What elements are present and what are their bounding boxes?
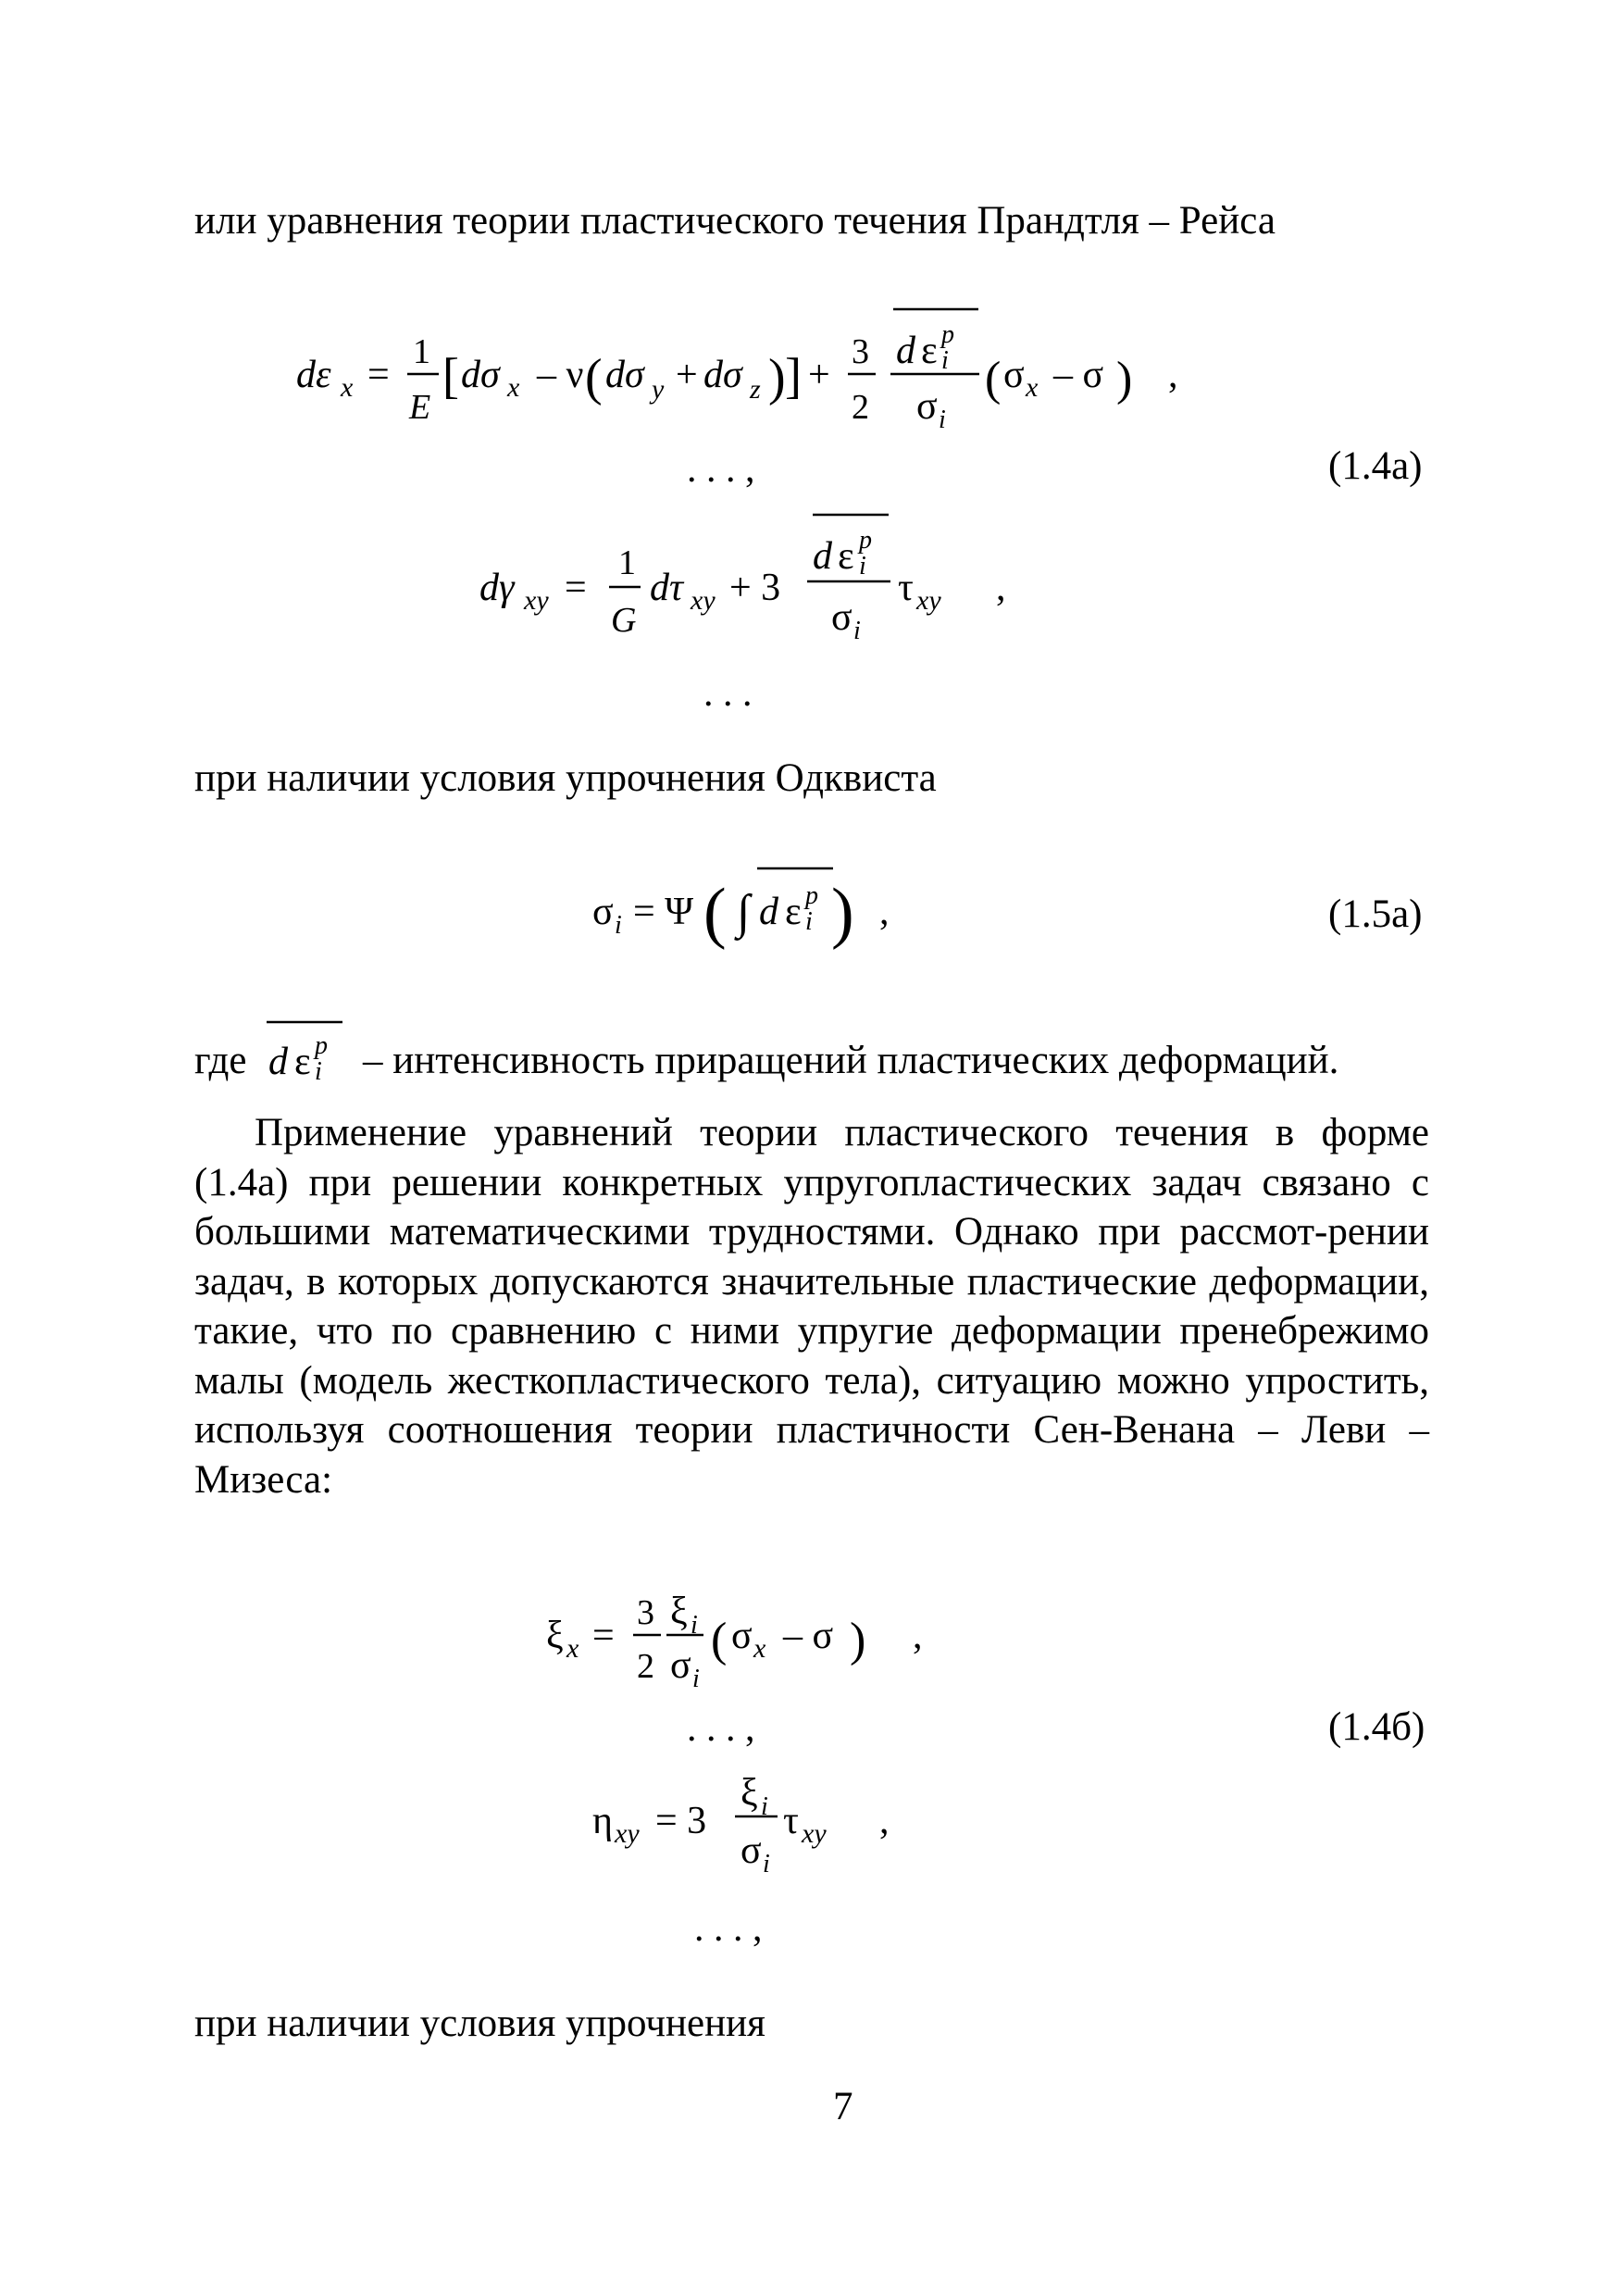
svg-text:2: 2 <box>637 1647 654 1686</box>
svg-text:d: d <box>268 1041 288 1083</box>
svg-text:,: , <box>879 891 890 933</box>
svg-text:i: i <box>763 1850 770 1878</box>
final-line: при наличии условия упрочнения <box>194 2002 765 2045</box>
svg-text:[: [ <box>442 348 459 404</box>
svg-text:i: i <box>615 911 622 940</box>
svg-text:– ν: – ν <box>537 354 584 396</box>
svg-text:x: x <box>566 1633 579 1664</box>
svg-text:E: E <box>409 388 431 427</box>
svg-text:ε: ε <box>921 330 938 372</box>
svg-text:,: , <box>879 1800 890 1842</box>
svg-text:i: i <box>939 406 946 434</box>
svg-text:+: + <box>808 354 830 396</box>
svg-text:=: = <box>592 1615 615 1657</box>
svg-text:x: x <box>341 372 354 403</box>
svg-text:1: 1 <box>413 332 430 371</box>
svg-text:1: 1 <box>618 543 636 582</box>
svg-text:,: , <box>1168 354 1178 396</box>
eq-number-1-4a: (1.4а) <box>1328 444 1423 488</box>
svg-text:]: ] <box>785 348 802 404</box>
svg-text:τ: τ <box>783 1800 799 1842</box>
svg-text:ξ: ξ <box>670 1591 688 1633</box>
main-paragraph: Применение уравнений теории пластического течения в форме (1.4а) при решении конкретных упругопластических задач связано с большими математическими трудностями. Однако при рассмот-рении задач, в которых допускаются значительные пластические деформации, такие, что по сравнению с ними упругие деформации пренебрежимо малы (модель жесткопластического тела), ситуацию можно упростить, используя соотношения теории пластичности Сен-Венана – Леви – Мизеса: <box>194 1111 1429 1502</box>
svg-text:ε: ε <box>785 891 802 933</box>
eq-number-1-4b: (1.4б) <box>1328 1705 1425 1749</box>
svg-text:p: p <box>941 320 954 349</box>
svg-text:i: i <box>805 907 813 936</box>
svg-text:– σ: – σ <box>783 1615 834 1657</box>
svg-text:z: z <box>750 374 761 405</box>
svg-text:+: + <box>676 354 698 396</box>
svg-text:d: d <box>896 330 915 372</box>
svg-text:x: x <box>1026 372 1039 403</box>
svg-text:): ) <box>1116 353 1133 406</box>
svg-text:(: ( <box>985 353 1002 406</box>
svg-text:xy: xy <box>615 1818 640 1849</box>
svg-text:dε: dε <box>296 354 331 396</box>
svg-text:σ: σ <box>592 891 614 933</box>
svg-text:p: p <box>805 881 818 910</box>
svg-text:ξ: ξ <box>546 1615 564 1657</box>
page-number: 7 <box>833 2085 853 2128</box>
svg-text:3: 3 <box>852 332 869 371</box>
svg-text:xy: xy <box>916 585 941 616</box>
intro-line: или уравнения теории пластического течения Прандтля – Рейса <box>194 199 1276 243</box>
svg-text:ξ: ξ <box>741 1772 758 1815</box>
svg-text:σ: σ <box>741 1829 762 1872</box>
svg-text:ε: ε <box>294 1041 311 1083</box>
svg-text:i: i <box>941 346 949 375</box>
odkvist-line: при наличии условия упрочнения Одквиста <box>194 756 937 800</box>
svg-text:σ: σ <box>831 596 853 639</box>
svg-text:i: i <box>853 617 861 645</box>
svg-text:i: i <box>859 552 866 580</box>
svg-text:ε: ε <box>838 535 854 578</box>
where-prefix: где <box>194 1039 247 1082</box>
svg-text:dσ: dσ <box>605 354 644 396</box>
svg-text:,: , <box>996 567 1006 609</box>
svg-text:): ) <box>831 875 854 951</box>
svg-text:i: i <box>691 1611 698 1640</box>
svg-text:(: ( <box>703 875 727 951</box>
svg-text:dσ: dσ <box>703 354 742 396</box>
svg-text:σ: σ <box>731 1615 753 1657</box>
svg-text:σ: σ <box>1003 354 1025 396</box>
svg-text:d: d <box>759 891 778 933</box>
svg-text:. . . ,: . . . , <box>687 448 755 491</box>
svg-text:+ 3: + 3 <box>729 567 781 609</box>
svg-text:i: i <box>315 1057 322 1086</box>
svg-text:G: G <box>611 601 637 640</box>
svg-text:dσ: dσ <box>461 354 500 396</box>
svg-text:x: x <box>753 1633 766 1664</box>
svg-text:,: , <box>913 1615 923 1657</box>
svg-text:η: η <box>592 1800 613 1842</box>
svg-text:x: x <box>507 372 520 403</box>
where-text: – интенсивность приращений пластических деформаций. <box>363 1039 1339 1082</box>
eq-number-1-5a: (1.5а) <box>1328 892 1423 936</box>
svg-text:= 3: = 3 <box>655 1800 707 1842</box>
svg-text:. . .: . . . <box>703 672 753 715</box>
svg-text:. . . ,: . . . , <box>694 1907 763 1950</box>
svg-text:): ) <box>850 1614 866 1666</box>
svg-text:– σ: – σ <box>1053 354 1104 396</box>
svg-text:(: ( <box>711 1614 728 1666</box>
svg-text:p: p <box>315 1031 328 1060</box>
svg-text:y: y <box>652 374 665 405</box>
svg-text:i: i <box>692 1665 700 1693</box>
svg-text:∫: ∫ <box>737 886 751 939</box>
svg-text:3: 3 <box>637 1593 654 1632</box>
svg-text:p: p <box>859 526 872 555</box>
svg-text:τ: τ <box>898 567 914 609</box>
svg-text:2: 2 <box>852 388 869 427</box>
svg-text:=: = <box>367 354 390 396</box>
svg-text:= Ψ: = Ψ <box>633 891 694 933</box>
svg-text:=: = <box>565 567 587 609</box>
svg-text:. . . ,: . . . , <box>687 1707 755 1750</box>
svg-text:dγ: dγ <box>479 567 515 609</box>
svg-text:i: i <box>761 1792 768 1821</box>
svg-text:(: ( <box>585 349 603 406</box>
svg-text:xy: xy <box>524 585 549 616</box>
svg-text:σ: σ <box>670 1644 691 1687</box>
svg-text:dτ: dτ <box>650 567 684 609</box>
svg-text:xy: xy <box>802 1818 827 1849</box>
svg-text:): ) <box>768 349 786 406</box>
svg-text:d: d <box>813 535 832 578</box>
svg-text:xy: xy <box>691 585 716 616</box>
svg-text:σ: σ <box>916 385 938 428</box>
